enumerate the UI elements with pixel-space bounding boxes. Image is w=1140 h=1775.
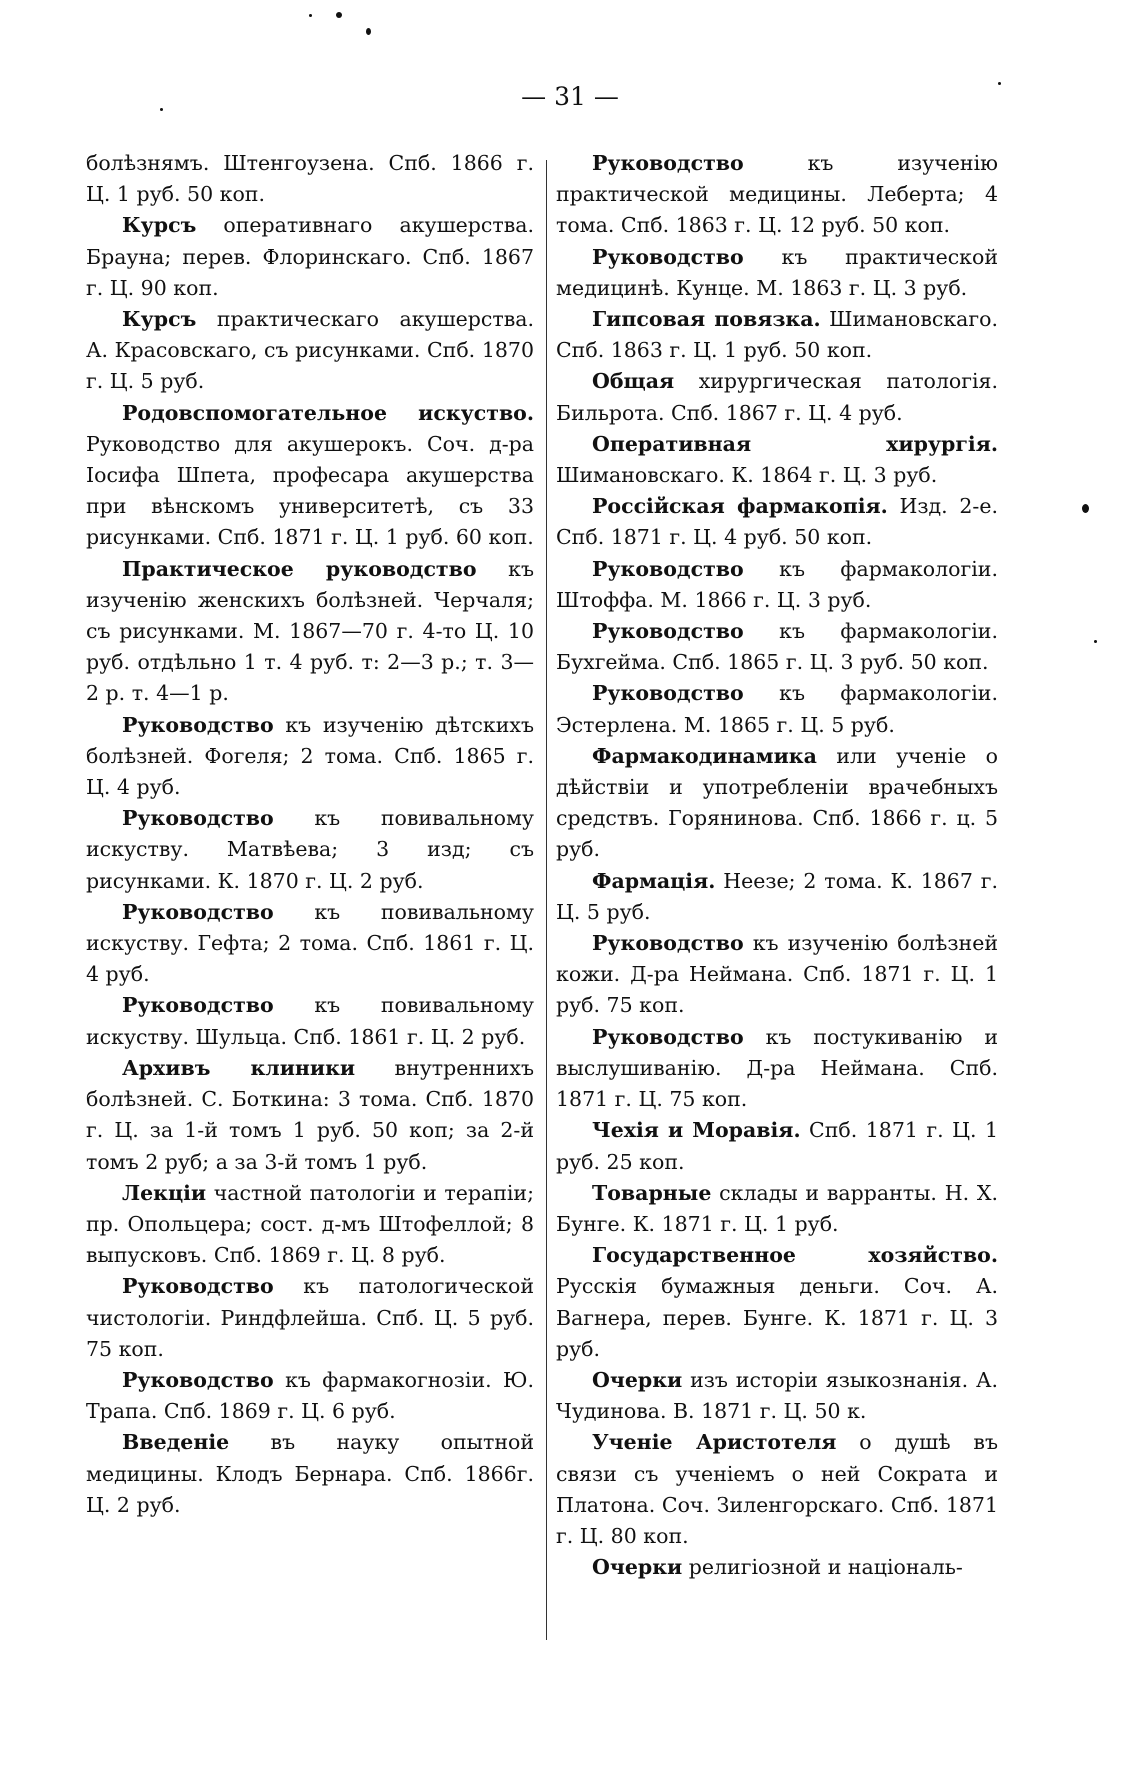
list-item — [86, 990, 534, 1052]
list-item — [556, 1178, 998, 1240]
entry-heading: Лекціи — [122, 1180, 207, 1205]
entry-heading: Ученіе Аристотеля — [592, 1430, 837, 1455]
entry-text: къ повивальному искуству. Гефта; 2 тома. Спб. 1861 г. Ц. 4 руб. — [86, 899, 534, 987]
entry-heading: Россійская фармакопія. — [592, 494, 888, 519]
entry-text: болѣзнямъ. Штенгоузена. Спб. 1866 г. Ц. 1 руб. 50 коп. — [86, 151, 534, 207]
entry-text: изъ исторіи языкознанія. А. Чудинова. В. 1871 г. Ц. 50 к. — [556, 1367, 998, 1424]
entry-heading: Общая — [592, 369, 675, 394]
list-item — [86, 1178, 534, 1272]
entry-text: склады и варранты. Н. Х. Бунге. К. 1871 г. Ц. 1 руб. — [556, 1180, 998, 1236]
entry-heading: Чехія и Моравія. — [592, 1118, 801, 1143]
entry-heading: Практическое руководство — [122, 556, 477, 581]
entry-heading: Курсъ — [122, 307, 197, 332]
entry-heading: Руководство — [122, 993, 274, 1018]
list-item — [556, 741, 998, 866]
entry-heading: Руководство — [592, 931, 744, 956]
entry-text: религіозной и національ- — [682, 1555, 963, 1580]
column-divider — [546, 160, 547, 1640]
entry-text: частной патологіи и терапіи; пр. Опольцера; сост. д-мъ Штофеллой; 8 выпусковъ. Спб. 1869 г. Ц. 8 руб. — [86, 1180, 534, 1268]
right-column — [556, 148, 998, 1583]
entry-text: Шимановскаго. Спб. 1863 г. Ц. 1 руб. 50 коп. — [556, 307, 999, 363]
entry-text: Русскія бумажныя деньги. Соч. А. Вагнера, перев. Бунге. К. 1871 г. Ц. 3 руб. — [556, 1274, 998, 1361]
entry-text: къ изученію практической медицины. Леберта; 4 тома. Спб. 1863 г. Ц. 12 руб. 50 коп. — [556, 151, 998, 238]
ink-speck — [309, 14, 312, 17]
entry-heading: Руководство — [592, 151, 744, 175]
entry-text: къ повивальному искуству. Шульца. Спб. 1861 г. Ц. 2 руб. — [86, 993, 534, 1049]
entry-text: въ науку опытной медицины. Клодъ Бернара. Спб. 1866г. Ц. 2 руб. — [86, 1430, 534, 1517]
list-item — [556, 429, 998, 491]
entry-text: къ постукиванію и выслушиванію. Д-ра Неймана. Спб. 1871 г. Ц. 75 коп. — [556, 1024, 998, 1112]
list-item — [86, 1271, 534, 1365]
entry-text: къ фармакологіи. Штоффа. М. 1866 г. Ц. 3 руб. — [556, 556, 998, 612]
list-item — [556, 866, 998, 928]
entry-heading: Руководство — [592, 1024, 744, 1049]
entry-text: или ученіе о дѣйствіи и употребленіи врачебныхъ средствъ. Горянинова. Спб. 1866 г. ц. 5 руб. — [556, 743, 998, 862]
entry-heading: Руководство — [122, 806, 274, 831]
entry-heading: Руководство — [122, 1367, 274, 1392]
entry-text: оперативнаго акушерства. Брауна; перев. Флоринскаго. Спб. 1867 г. Ц. 90 коп. — [86, 213, 534, 300]
entry-heading: Курсъ — [122, 213, 197, 238]
entry-heading: Руководство — [122, 899, 274, 924]
list-item — [556, 1240, 998, 1365]
entry-text: къ изученію болѣзней кожи. Д-ра Неймана. Спб. 1871 г. Ц. 1 руб. 75 коп. — [556, 931, 998, 1018]
list-item — [556, 1022, 998, 1116]
entry-heading: Руководство — [592, 681, 744, 706]
list-item — [556, 304, 998, 366]
entry-heading: Руководство — [122, 1274, 274, 1299]
list-item — [556, 148, 998, 242]
entry-heading: Руководство — [592, 244, 744, 269]
ink-speck — [366, 28, 371, 35]
list-item — [86, 398, 534, 554]
entry-text: Изд. 2-е. Спб. 1871 г. Ц. 4 руб. 50 коп. — [556, 494, 998, 550]
entry-heading: Родовспомогательное искуство. — [122, 400, 534, 425]
list-item — [556, 616, 998, 678]
entry-heading: Архивъ клиники — [122, 1055, 356, 1080]
page-number: — 31 — — [521, 82, 619, 111]
entry-heading: Руководство — [592, 619, 744, 644]
list-item — [556, 366, 998, 428]
entry-heading: Товарные — [592, 1180, 712, 1205]
entry-text: къ изученію дѣтскихъ болѣзней. Фогеля; 2 тома. Спб. 1865 г. Ц. 4 руб. — [86, 712, 534, 800]
entry-text: къ практической медицинѣ. Кунце. М. 1863 г. Ц. 3 руб. — [556, 244, 998, 300]
entry-heading: Фармакодинамика — [592, 743, 817, 768]
list-item — [556, 928, 998, 1022]
entry-heading: Введеніе — [122, 1430, 230, 1455]
entry-heading: Руководство — [592, 556, 744, 581]
entry-text: къ повивальному искуству. Матвѣева; 3 изд; съ рисунками. К. 1870 г. Ц. 2 руб. — [86, 806, 534, 893]
list-item — [556, 242, 998, 304]
list-item — [86, 148, 534, 210]
entry-text: Спб. 1871 г. Ц. 1 руб. 25 коп. — [556, 1118, 998, 1174]
list-item — [556, 491, 998, 553]
list-item — [556, 554, 998, 616]
entry-heading: Очерки — [592, 1367, 683, 1392]
entry-text: къ фармакологіи. Эстерлена. М. 1865 г. Ц. 5 руб. — [556, 681, 998, 737]
ink-speck — [998, 82, 1001, 85]
list-item — [86, 304, 534, 398]
ink-speck — [336, 12, 342, 18]
list-item — [556, 1115, 998, 1177]
list-item — [86, 1053, 534, 1178]
entry-text: Шимановскаго. К. 1864 г. Ц. 3 руб. — [556, 463, 938, 488]
entry-heading: Оперативная хирургія. — [592, 431, 998, 456]
entry-heading: Очерки — [592, 1555, 683, 1580]
list-item — [86, 554, 534, 710]
entry-text: хирургическая патологія. Бильрота. Спб. 1867 г. Ц. 4 руб. — [556, 369, 998, 425]
entry-text: о душѣ въ связи съ ученіемъ о ней Сократа и Платона. Соч. Зиленгорскаго. Спб. 1871 г. Ц. 80 коп. — [556, 1430, 998, 1548]
entry-text: практическаго акушерства. А. Красовскаго, съ рисунками. Спб. 1870 г. Ц. 5 руб. — [86, 307, 534, 394]
list-item — [556, 678, 998, 740]
entry-text: къ фармакогнозіи. Ю. Трапа. Спб. 1869 г. Ц. 6 руб. — [86, 1367, 534, 1424]
ink-speck — [1094, 640, 1097, 643]
ink-speck — [1082, 504, 1089, 513]
entry-text: къ патологической чистологіи. Риндфлейша. Спб. Ц. 5 руб. 75 коп. — [86, 1274, 534, 1361]
list-item — [86, 1365, 534, 1427]
entry-text: Руководство для акушерокъ. Соч. д-ра Іосифа Шпета, професара акушерства при вѣнскомъ университетѣ, съ 33 рисунками. Спб. 1871 г. Ц. 1 руб. 60 коп. — [86, 431, 534, 550]
entry-text: къ фармакологіи. Бухгейма. Спб. 1865 г. Ц. 3 руб. 50 коп. — [556, 619, 998, 675]
list-item — [86, 210, 534, 304]
list-item — [86, 803, 534, 897]
entry-heading: Гипсовая повязка. — [592, 307, 821, 332]
entry-text: Неезе; 2 тома. К. 1867 г. Ц. 5 руб. — [556, 868, 998, 924]
list-item — [86, 710, 534, 804]
left-column — [86, 148, 534, 1521]
list-item — [556, 1365, 998, 1427]
entry-heading: Государственное хозяйство. — [592, 1243, 998, 1268]
entry-text: къ изученію женскихъ болѣзней. Черчаля; съ рисунками. М. 1867—70 г. 4-то Ц. 10 руб. отдѣльно 1 т. 4 руб. т: 2—3 р.; т. 3—2 р. т. 4—1 р. — [86, 556, 534, 706]
list-item — [556, 1552, 998, 1583]
list-item — [86, 897, 534, 991]
entry-heading: Руководство — [122, 712, 274, 737]
list-item — [556, 1427, 998, 1552]
entry-heading: Фармація. — [592, 868, 716, 893]
ink-speck — [160, 108, 163, 111]
list-item — [86, 1427, 534, 1521]
entry-text: внутреннихъ болѣзней. С. Боткина: 3 тома. Спб. 1870 г. Ц. за 1-й томъ 1 руб. 50 коп; за 2-й томъ 2 руб; а за 3-й томъ 1 руб. — [86, 1055, 534, 1174]
